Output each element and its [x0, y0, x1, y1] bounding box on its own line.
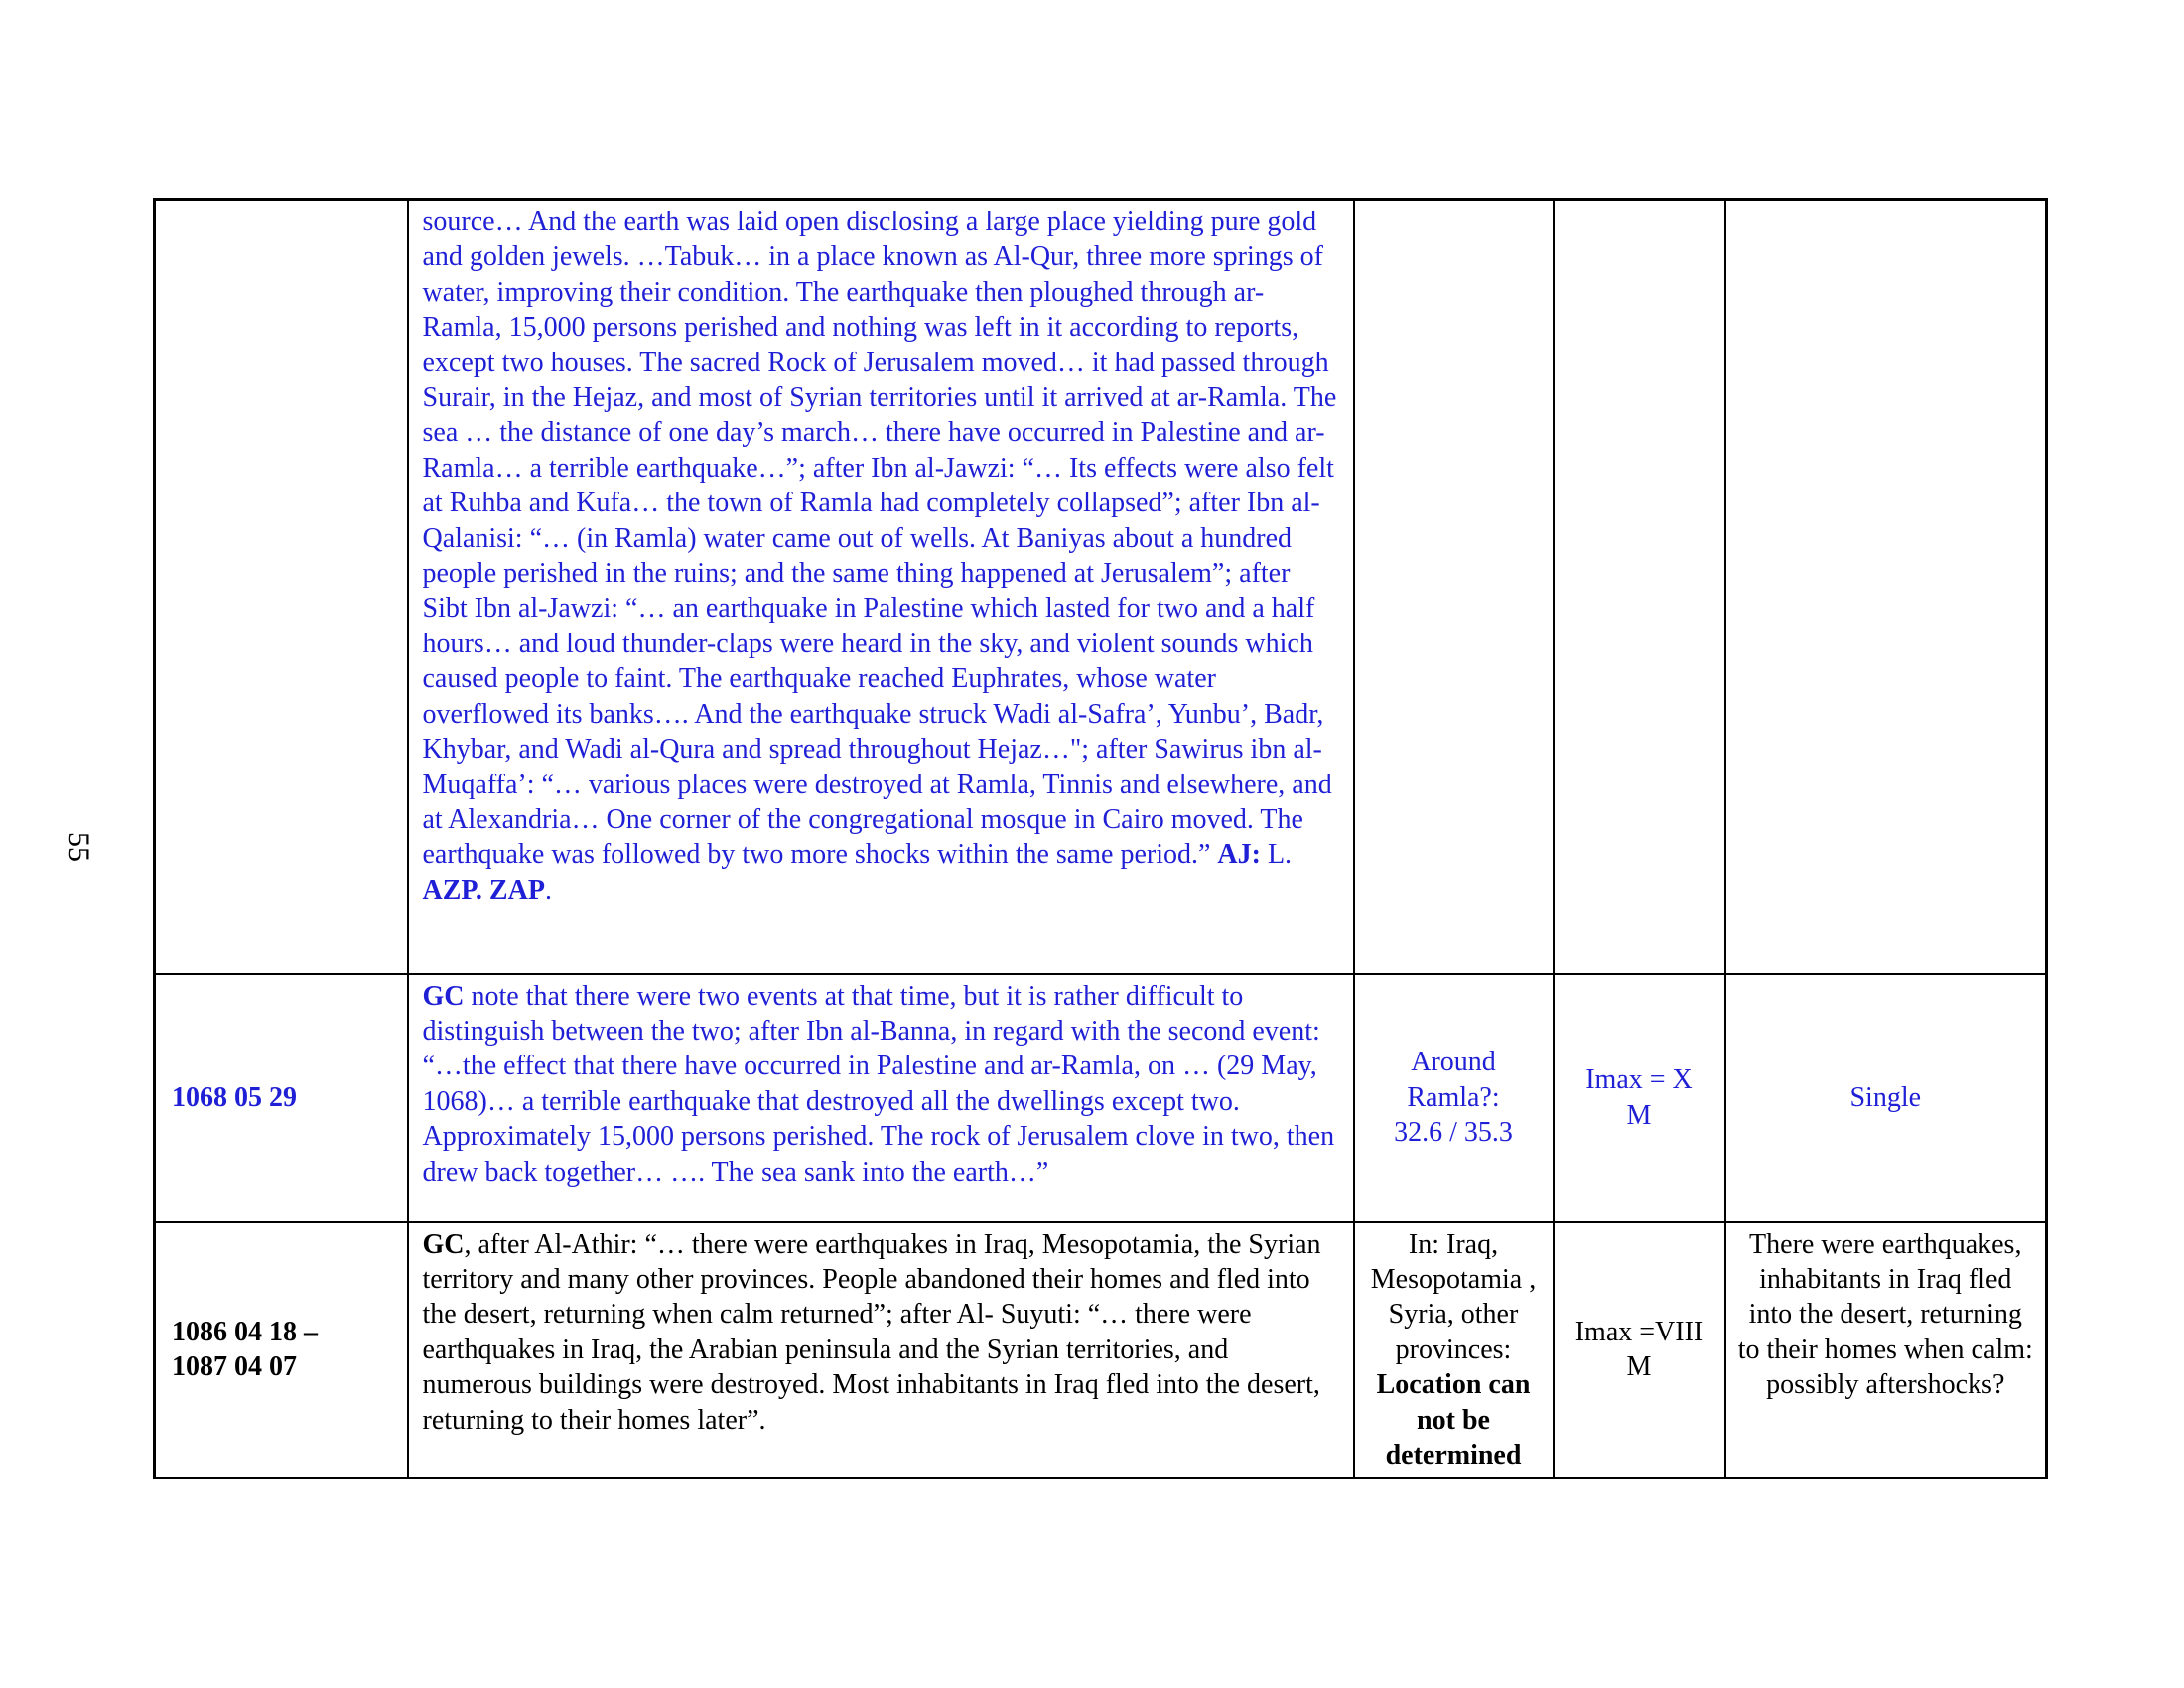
reference-text: L. [1260, 839, 1293, 871]
table-row [155, 200, 2047, 974]
location-cell [1354, 1222, 1554, 1478]
date-cell [155, 200, 408, 974]
intensity-value: Imax = X [1585, 1064, 1693, 1096]
reference-end: . [544, 874, 552, 906]
remarks-cell [1725, 200, 2047, 974]
location-cell [1354, 974, 1554, 1222]
table-row [155, 1222, 2047, 1478]
intensity-cell [1554, 974, 1725, 1222]
location-text: In: Iraq, Mesopotamia , Syria, other provinces: [1370, 1228, 1537, 1365]
magnitude-label: M [1626, 1351, 1652, 1383]
source-text: note that there were two events at that time, but it is rather difficult to distinguish between the two; after Ibn al-Banna, in regard with the second event: “…the effect that there have occurred in Palestine and ar-Ramla, on … (29 May, 1068)… a terrible earthquake that destroyed all the dwellings except two. Approximately 15,000 persons perished. The rock of Jerusalem clove in two, then drew back together… …. The sea sank into the earth…” [422, 980, 1335, 1188]
intensity-cell [1554, 1222, 1725, 1478]
source-code: GC [422, 980, 465, 1012]
remarks-cell: There were earthquakes, inhabitants in Iraq fled into the desert, returning to their homes when calm: possibly aftershocks? [1725, 1222, 2047, 1478]
remarks-cell: Single [1725, 974, 2047, 1222]
source-code: GC [422, 1228, 465, 1260]
source-text: , after Al-Athir: “… there were earthquakes in Iraq, Mesopotamia, the Syrian territory and many other provinces. People abandoned their homes and fled into the desert, returning when calm returned”; after Al- Suyuti: “… there were earthquakes in Iraq, the Arabian peninsula and the Syrian territories, and numerous buildings were destroyed. Most inhabitants in Iraq fled into the desert, returning to their homes later”. [422, 1228, 1321, 1436]
location-line: Ramla?: [1407, 1081, 1500, 1113]
table-row [155, 974, 2047, 1222]
location-note: Location can not be determined [1376, 1369, 1531, 1471]
source-text-cell [408, 974, 1354, 1222]
reference-label: AJ: [1217, 839, 1261, 871]
location-cell [1354, 200, 1554, 974]
source-text-cell [408, 200, 1354, 974]
location-coordinates: 32.6 / 35.3 [1394, 1117, 1513, 1149]
date-cell [155, 1222, 408, 1478]
magnitude-label: M [1626, 1099, 1652, 1131]
source-text: source… And the earth was laid open disclosing a large place yielding pure gold and golden jewels. …Tabuk… in a place known as Al-Qur, three more springs of water, improving their condition. The earthquake then ploughed through ar-Ramla, 15,000 persons perished and nothing was left in it according to reports, except two houses. The sacred Rock of Jerusalem moved… it had passed through Surair, in the Hejaz, and most of Syrian territories until it arrived at ar-Ramla. The sea … the distance of one day’s march… there have occurred in Palestine and ar-Ramla… a terrible earthquake…”; after Ibn al-Jawzi: “… Its effects were also felt at Ruhba and Kufa… the town of Ramla had completely collapsed”; after Ibn al-Qalanisi: “… (in Ramla) water came out of wells. At Baniyas about a hundred people perished in the ruins; and the same thing happened at Jerusalem”; after Sibt Ibn al-Jawzi: “… an earthquake in Palestine which lasted for two and a half hours… and loud thunder-claps were heard in the sky, and violent sounds which caused people to faint. The earthquake reached Euphrates, whose water overflowed its banks…. And the earthquake struck Wadi al-Safra’, Yunbu’, Badr, Khybar, and Wadi al-Qura and spread throughout Hejaz…"; after Sawirus ibn al-Muqaffa’: “… various places were destroyed at Ramla, Tinnis and elsewhere, and at Alexandria… One corner of the congregational mosque in Cairo moved. The earthquake was followed by two more shocks within the same period.” [422, 207, 1337, 871]
location-line: Around [1411, 1047, 1496, 1078]
date-cell: 1068 05 29 [155, 974, 408, 1222]
earthquake-catalogue-table [153, 198, 2048, 1479]
intensity-cell [1554, 200, 1725, 974]
date-start: 1086 04 18 – [172, 1317, 318, 1348]
source-text-cell [408, 1222, 1354, 1478]
date-end: 1087 04 07 [172, 1351, 297, 1383]
page-number: 55 [63, 832, 95, 862]
intensity-value: Imax =VIII [1574, 1317, 1704, 1348]
reference-codes: AZP. ZAP [422, 874, 545, 906]
